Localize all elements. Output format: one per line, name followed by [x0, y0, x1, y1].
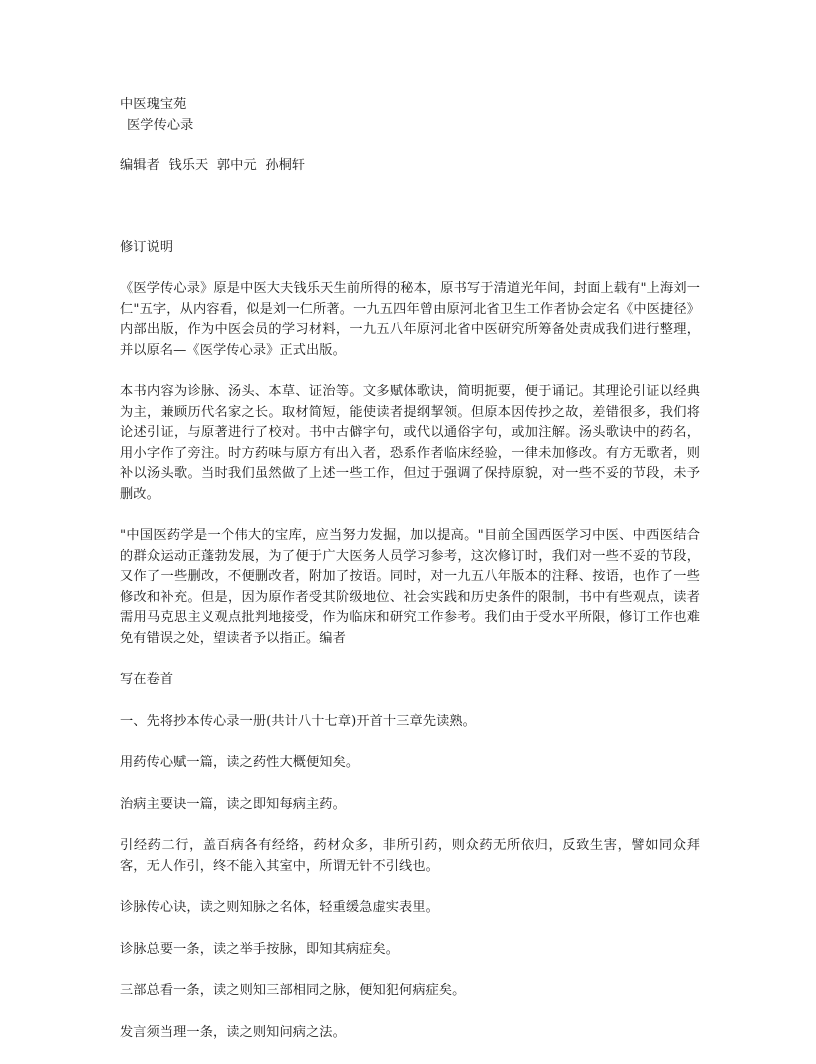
preface-item: 一、先将抄本传心录一册(共计八十七章)开首十三章先读熟。 [120, 713, 476, 729]
preface-item: 诊脉传心诀，读之则知脉之名体，轻重缓急虚实表里。 [120, 900, 439, 915]
spacer [120, 136, 700, 156]
preface-item: 发言须当理一条，读之则知问病之法。 [120, 1024, 346, 1040]
book-title: 医学传心录 [127, 117, 194, 133]
preface-item: 三部总看一条，读之则知三部相同之脉，便知犯何病症矣。 [120, 983, 466, 998]
preface-item: 引经药二行，盖百病各有经络，药材众多，非所引药，则众药无所依归，反致生害，譬如同众拜客，无人作引，终不能入其室中，所谓无针不引线也。 [120, 838, 700, 874]
preface-item: 用药传心赋一篇，读之药性大概便知矣。 [120, 755, 360, 770]
preface-heading: 写在卷首 [120, 672, 174, 687]
revision-heading: 修订说明 [120, 239, 174, 255]
preface-item: 诊脉总要一条，读之举手按脉，即知其病症矣。 [120, 941, 400, 957]
document-page [120, 95, 700, 1064]
spacer [120, 177, 700, 238]
revision-paragraph-2: 本书内容为诊脉、汤头、本草、证治等。文多赋体歌诀，简明扼要，便于诵记。其理论引证以经典为主，兼顾历代名家之长。取材简短，能使读者提纲挈领。但原本因传抄之故，差错很多，我们将论述引证，与原著进行了校对。书中古僻字句，或代以通俗字句，或加注解。汤头歌诀中的药名，用小字作了旁注。时方药味与原方有出入者，恐系作者临床经验，一律未加修改。有方无歌者，则补以汤头歌。当时我们虽然做了上述一些工作，但过于强调了保持原貌，对一些不妥的节段，未予删改。 [120, 384, 700, 502]
editors-line: 编辑者 钱乐天 郭中元 孙桐轩 [120, 158, 306, 173]
revision-paragraph-1: 《医学传心录》原是中医大夫钱乐天生前所得的秘本，原书写于清道光年间，封面上载有"上海刘一仁"五字，从内容看，似是刘一仁所著。一九五四年曾由原河北省卫生工作者协会定名《中医捷径》内部出版，作为中医会员的学习材料，一九五八年原河北省中医研究所筹备处责成我们进行整理，并以原名—《医学传心录》正式出版。 [120, 281, 700, 358]
series-title: 中医瑰宝苑 [120, 97, 187, 112]
revision-paragraph-3: "中国医药学是一个伟大的宝库，应当努力发掘，加以提高。"目前全国西医学习中医、中西医结合的群众运动正蓬勃发展，为了便于广大医务人员学习参考，这次修订时，我们对一些不妥的节段，又作了一些删改，不便删改者，附加了按语。同时，对一九五八年版本的注释、按语，也作了一些修改和补充。但是，因为原作者受其阶级地位、社会实践和历史条件的限制，书中有些观点，读者需用马克思主义观点批判地接受，作为临床和研究工作参考。我们由于受水平所限，修订工作也难免有错误之处，望读者予以指正。编者 [120, 528, 700, 646]
preface-item: 治病主要诀一篇，读之即知每病主药。 [120, 796, 346, 812]
